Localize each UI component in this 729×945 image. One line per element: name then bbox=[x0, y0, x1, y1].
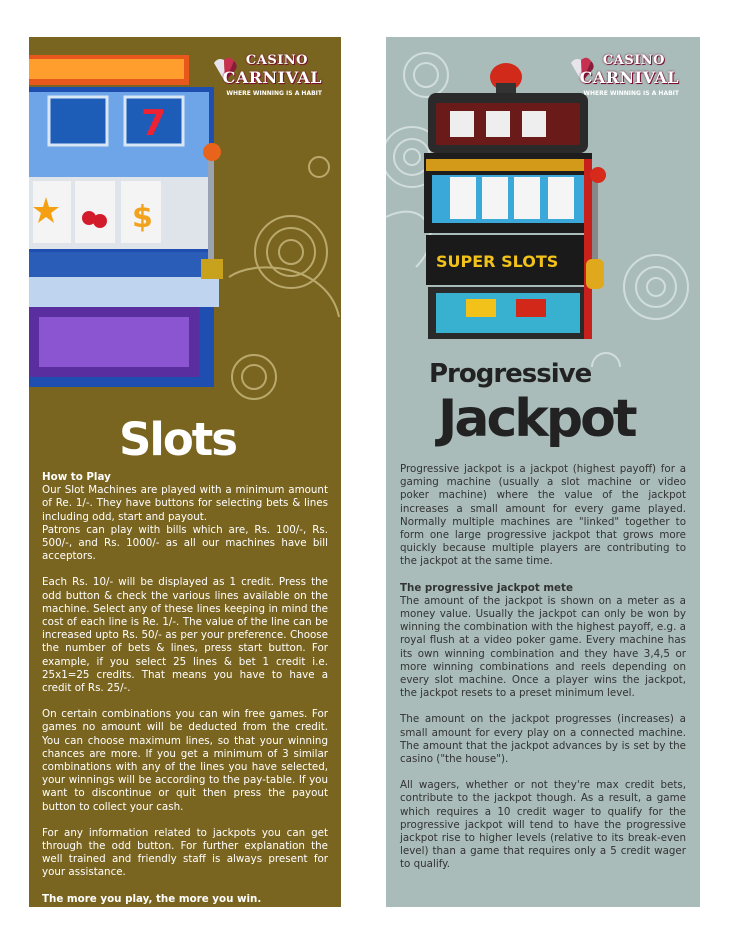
how-to-play-heading: How to Play bbox=[42, 471, 111, 483]
casino-carnival-logo bbox=[212, 51, 324, 99]
logo-word-casino: CASINO bbox=[602, 53, 665, 68]
svg-text:7: 7 bbox=[141, 103, 167, 144]
jackpot-paragraph-1: Progressive jackpot is a jackpot (highest payoff) for a gaming machine (usually a slot machine or video poker machine) where the value of the jackpot increases a small amount for every game played. Normally multiple machines are "linked" together to form one large progressive jackpot that grows more quickly because multiple players are contributing to the jackpot at the same time. bbox=[400, 463, 686, 568]
logo-tagline: WHERE WINNING IS A HABIT bbox=[583, 90, 679, 97]
slots-body bbox=[42, 471, 328, 907]
slots-paragraph-2: Each Rs. 10/- will be displayed as 1 credit. Press the odd button & check the various lines available on the machine. Select any of these lines keeping in mind the cost of each line is Re. 1/-. The value of the line can be increased upto Rs. 50/- as per your preference. Choose the number of bets & lines, press start button. For example, if you select 25 lines & bet 1 credit i.e. 25x1=25 credits. That means you have to have a credit of Rs. 25/-. bbox=[42, 576, 328, 695]
casino-carnival-logo bbox=[569, 51, 681, 99]
jackpot-body bbox=[400, 463, 686, 885]
svg-text:$: $ bbox=[132, 200, 153, 235]
slots-paragraph-3: On certain combinations you can win free games. For games no amount will be deducted from the credit. You can choose maximum lines, so that your winning chances are more. If you get a minimum of 3 similar combinations with any of the lines you have selected, your winnings will be according to the pay-table. If you want to discontinue or quit then press the payout button to collect your cash. bbox=[42, 708, 328, 813]
slots-paragraph-1: Our Slot Machines are played with a minimum amount of Re. 1/-. They have buttons for selecting bets & lines including odd, start and payout. bbox=[42, 484, 328, 523]
jackpot-meter-heading: The progressive jackpot mete bbox=[400, 581, 573, 594]
logo-word-carnival: CARNIVAL bbox=[222, 68, 322, 87]
slots-paragraph-1b: Patrons can play with bills which are, Rs. 100/-, Rs. 500/-, and Rs. 1000/- as all our machines have bill acceptors. bbox=[42, 523, 328, 563]
slots-closing-line: The more you play, the more you win. bbox=[42, 892, 262, 905]
slots-panel bbox=[29, 37, 341, 907]
slots-title: Slots bbox=[119, 413, 237, 466]
progressive-title: Progressive bbox=[429, 359, 592, 389]
progressive-jackpot-panel bbox=[386, 37, 700, 907]
logo-tagline: WHERE WINNING IS A HABIT bbox=[226, 90, 322, 97]
jackpot-paragraph-4: All wagers, whether or not they're max credit bets, contribute to the jackpot though. As a result, a game which requires a 10 credit wager to qualify for the progressive jackpot will tend to have the progressive jackpot rise to higher levels (relative to its break-even level) than a game that requires only a 5 credit wager to qualify. bbox=[400, 779, 686, 871]
jackpot-paragraph-3: The amount on the jackpot progresses (increases) a small amount for every play on a connected machine. The amount that the jackpot advances by is set by the casino ("the house"). bbox=[400, 713, 686, 766]
logo-word-carnival: CARNIVAL bbox=[579, 68, 679, 87]
jackpot-title: Jackpot bbox=[438, 389, 635, 449]
jackpot-paragraph-2: The amount of the jackpot is shown on a meter as a money value. Usually the jackpot can only be won by winning the combination with the highest payoff, e.g. a royal flush at a video poker game. Every machine has its own winning combination and they have 3,4,5 or more winning combinations and reels depending on every slot machine. Once a player wins the jackpot, the jackpot resets to a preset minimum level. bbox=[400, 594, 686, 700]
slots-paragraph-4: For any information related to jackpots you can get through the odd button. For further explanation the well trained and friendly staff is always present for your assistance. bbox=[42, 826, 328, 879]
super-slots-label: SUPER SLOTS bbox=[436, 252, 559, 271]
logo-word-casino: CASINO bbox=[245, 53, 308, 68]
super-slots-machine-illustration bbox=[406, 59, 606, 349]
